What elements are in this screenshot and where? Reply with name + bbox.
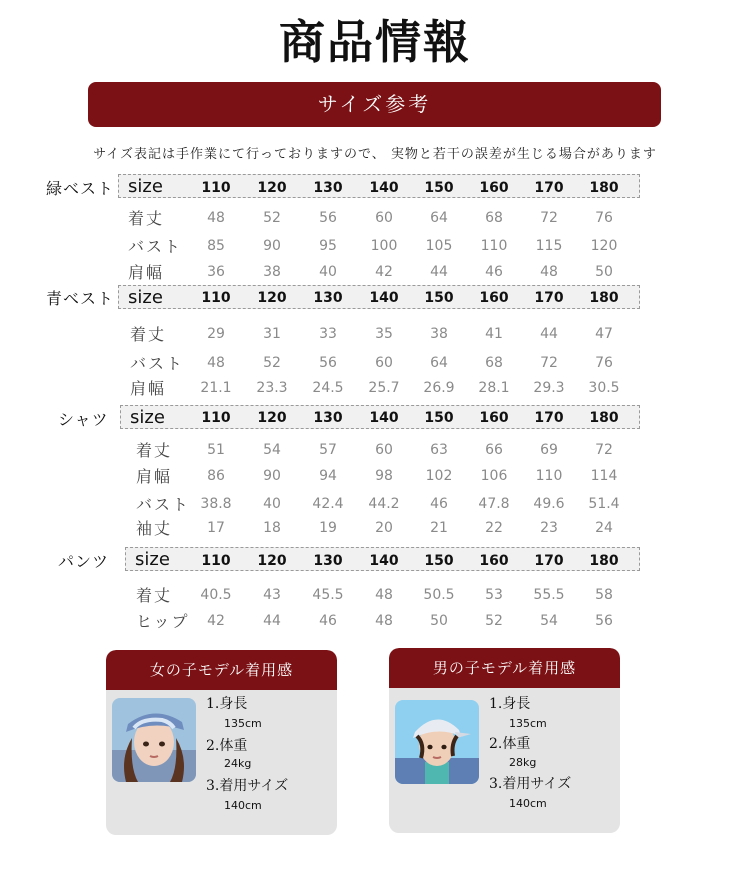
- measure-value: 36: [207, 264, 225, 280]
- measure-value: 44: [430, 264, 448, 280]
- size-header-cell: 120: [257, 290, 287, 306]
- measure-value: 90: [263, 238, 281, 254]
- girl-size-label: 3.着用サイズ: [206, 778, 289, 794]
- measure-label: 着丈: [130, 325, 167, 344]
- measure-value: 38: [263, 264, 281, 280]
- measure-value: 51.4: [588, 496, 620, 512]
- measure-label: バスト: [128, 237, 183, 256]
- size-header-cell: 130: [313, 410, 343, 426]
- measure-value: 94: [319, 468, 337, 484]
- page-title: 商品情報: [279, 15, 471, 69]
- measure-label: 袖丈: [136, 519, 173, 538]
- measure-value: 100: [370, 238, 398, 254]
- measure-label: バスト: [136, 495, 191, 514]
- measure-value: 56: [595, 613, 613, 629]
- measure-value: 47: [595, 326, 613, 342]
- measure-value: 50.5: [423, 587, 455, 603]
- measure-value: 48: [540, 264, 558, 280]
- measure-value: 50: [595, 264, 613, 280]
- table-label: パンツ: [58, 552, 110, 571]
- measure-value: 31: [263, 326, 281, 342]
- size-header-cell: 180: [589, 553, 619, 569]
- measure-value: 42.4: [312, 496, 344, 512]
- size-header-label: size: [135, 549, 170, 570]
- size-header-label: size: [130, 407, 165, 428]
- measure-value: 38.8: [200, 496, 232, 512]
- measure-value: 42: [207, 613, 225, 629]
- measure-value: 76: [595, 210, 613, 226]
- measure-label: 肩幅: [130, 379, 167, 398]
- measure-label: 肩幅: [136, 467, 173, 486]
- measure-value: 40: [263, 496, 281, 512]
- measure-value: 68: [485, 210, 503, 226]
- measure-label: 着丈: [136, 441, 173, 460]
- boy-size-label: 3.着用サイズ: [489, 776, 572, 792]
- measure-value: 24.5: [312, 380, 344, 396]
- boy-model-card: [389, 648, 620, 833]
- size-header-cell: 150: [424, 553, 454, 569]
- table-label: 青ベスト: [46, 289, 115, 308]
- boy-height-label: 1.身長: [489, 696, 531, 712]
- boy-model-photo: [395, 700, 479, 784]
- size-header-label: size: [128, 287, 163, 308]
- girl-model-card: [106, 650, 337, 835]
- size-header-cell: 170: [534, 553, 564, 569]
- measure-value: 68: [485, 355, 503, 371]
- measure-value: 52: [263, 355, 281, 371]
- measure-value: 48: [375, 587, 393, 603]
- measure-value: 72: [595, 442, 613, 458]
- girl-size-value: 140cm: [224, 799, 262, 812]
- size-header-cell: 150: [424, 410, 454, 426]
- size-header-cell: 170: [534, 180, 564, 196]
- size-header-cell: 110: [201, 410, 231, 426]
- measure-value: 85: [207, 238, 225, 254]
- measure-value: 66: [485, 442, 503, 458]
- measure-value: 22: [485, 520, 503, 536]
- measure-value: 56: [319, 355, 337, 371]
- girl-height-value: 135cm: [224, 717, 262, 730]
- measure-value: 21.1: [200, 380, 232, 396]
- size-reference-banner: サイズ参考: [88, 82, 661, 127]
- boy-size-value: 140cm: [509, 797, 547, 810]
- measure-value: 18: [263, 520, 281, 536]
- measure-value: 52: [485, 613, 503, 629]
- measure-value: 72: [540, 355, 558, 371]
- measure-value: 23.3: [256, 380, 288, 396]
- measure-value: 51: [207, 442, 225, 458]
- measure-value: 17: [207, 520, 225, 536]
- measure-value: 40: [319, 264, 337, 280]
- measure-value: 105: [425, 238, 453, 254]
- girl-model-title: 女の子モデル着用感: [106, 650, 337, 690]
- measure-value: 64: [430, 355, 448, 371]
- measure-value: 23: [540, 520, 558, 536]
- measure-value: 44: [540, 326, 558, 342]
- measure-value: 35: [375, 326, 393, 342]
- measure-value: 48: [375, 613, 393, 629]
- size-header-cell: 160: [479, 553, 509, 569]
- measure-value: 76: [595, 355, 613, 371]
- size-header-cell: 170: [534, 410, 564, 426]
- measure-value: 19: [319, 520, 337, 536]
- measure-value: 60: [375, 355, 393, 371]
- girl-height-label: 1.身長: [206, 696, 248, 712]
- measure-value: 48: [207, 210, 225, 226]
- measure-value: 115: [535, 238, 563, 254]
- measure-value: 102: [425, 468, 453, 484]
- measure-value: 46: [430, 496, 448, 512]
- measure-value: 43: [263, 587, 281, 603]
- measure-value: 60: [375, 442, 393, 458]
- measure-value: 20: [375, 520, 393, 536]
- measure-value: 30.5: [588, 380, 620, 396]
- boy-weight-value: 28kg: [509, 756, 537, 769]
- measure-label: 肩幅: [128, 263, 165, 282]
- table-label: シャツ: [58, 410, 109, 429]
- measure-value: 90: [263, 468, 281, 484]
- measure-label: ヒップ: [136, 612, 190, 631]
- measure-label: バスト: [130, 354, 185, 373]
- size-header-cell: 110: [201, 180, 231, 196]
- size-header-cell: 120: [257, 553, 287, 569]
- measure-value: 46: [485, 264, 503, 280]
- measure-value: 120: [590, 238, 618, 254]
- measure-value: 25.7: [368, 380, 400, 396]
- measure-value: 98: [375, 468, 393, 484]
- size-header-cell: 140: [369, 290, 399, 306]
- measure-value: 24: [595, 520, 613, 536]
- size-header-cell: 130: [313, 290, 343, 306]
- measure-value: 114: [590, 468, 618, 484]
- girl-weight-value: 24kg: [224, 757, 252, 770]
- measure-value: 110: [535, 468, 563, 484]
- measure-value: 29: [207, 326, 225, 342]
- size-header-cell: 160: [479, 410, 509, 426]
- size-header-cell: 160: [479, 180, 509, 196]
- measure-value: 106: [480, 468, 508, 484]
- size-header-cell: 120: [257, 410, 287, 426]
- size-header-cell: 150: [424, 180, 454, 196]
- measure-value: 60: [375, 210, 393, 226]
- measure-value: 54: [263, 442, 281, 458]
- measure-value: 41: [485, 326, 503, 342]
- boy-model-title: 男の子モデル着用感: [389, 648, 620, 688]
- measure-value: 26.9: [423, 380, 455, 396]
- size-note: サイズ表記は手作業にて行っておりますので、 実物と若干の誤差が生じる場合があります: [93, 147, 657, 162]
- measure-value: 49.6: [533, 496, 565, 512]
- measure-value: 40.5: [200, 587, 232, 603]
- measure-value: 63: [430, 442, 448, 458]
- table-label: 緑ベスト: [46, 179, 115, 198]
- measure-value: 47.8: [478, 496, 510, 512]
- measure-value: 58: [595, 587, 613, 603]
- size-header-cell: 140: [369, 180, 399, 196]
- measure-value: 64: [430, 210, 448, 226]
- measure-value: 38: [430, 326, 448, 342]
- measure-value: 55.5: [533, 587, 565, 603]
- measure-value: 33: [319, 326, 337, 342]
- measure-value: 44.2: [368, 496, 400, 512]
- measure-value: 57: [319, 442, 337, 458]
- measure-value: 72: [540, 210, 558, 226]
- boy-height-value: 135cm: [509, 717, 547, 730]
- measure-value: 46: [319, 613, 337, 629]
- measure-label: 着丈: [136, 586, 173, 605]
- measure-value: 45.5: [312, 587, 344, 603]
- measure-value: 69: [540, 442, 558, 458]
- size-header-cell: 130: [313, 180, 343, 196]
- measure-value: 110: [480, 238, 508, 254]
- measure-value: 21: [430, 520, 448, 536]
- boy-weight-label: 2.体重: [489, 736, 531, 752]
- size-header-cell: 120: [257, 180, 287, 196]
- size-header-cell: 160: [479, 290, 509, 306]
- measure-value: 56: [319, 210, 337, 226]
- measure-label: 着丈: [128, 209, 165, 228]
- size-header-cell: 140: [369, 410, 399, 426]
- measure-value: 44: [263, 613, 281, 629]
- measure-value: 42: [375, 264, 393, 280]
- size-header-cell: 150: [424, 290, 454, 306]
- measure-value: 86: [207, 468, 225, 484]
- measure-value: 29.3: [533, 380, 565, 396]
- measure-value: 95: [319, 238, 337, 254]
- size-header-cell: 170: [534, 290, 564, 306]
- measure-value: 48: [207, 355, 225, 371]
- measure-value: 54: [540, 613, 558, 629]
- size-header-cell: 180: [589, 290, 619, 306]
- size-header-cell: 110: [201, 290, 231, 306]
- girl-model-photo: [112, 698, 196, 782]
- size-header-cell: 180: [589, 410, 619, 426]
- size-header-cell: 180: [589, 180, 619, 196]
- girl-weight-label: 2.体重: [206, 738, 248, 754]
- measure-value: 28.1: [478, 380, 510, 396]
- size-header-label: size: [128, 176, 163, 197]
- size-header-cell: 140: [369, 553, 399, 569]
- size-header-cell: 130: [313, 553, 343, 569]
- measure-value: 53: [485, 587, 503, 603]
- measure-value: 52: [263, 210, 281, 226]
- measure-value: 50: [430, 613, 448, 629]
- size-header-cell: 110: [201, 553, 231, 569]
